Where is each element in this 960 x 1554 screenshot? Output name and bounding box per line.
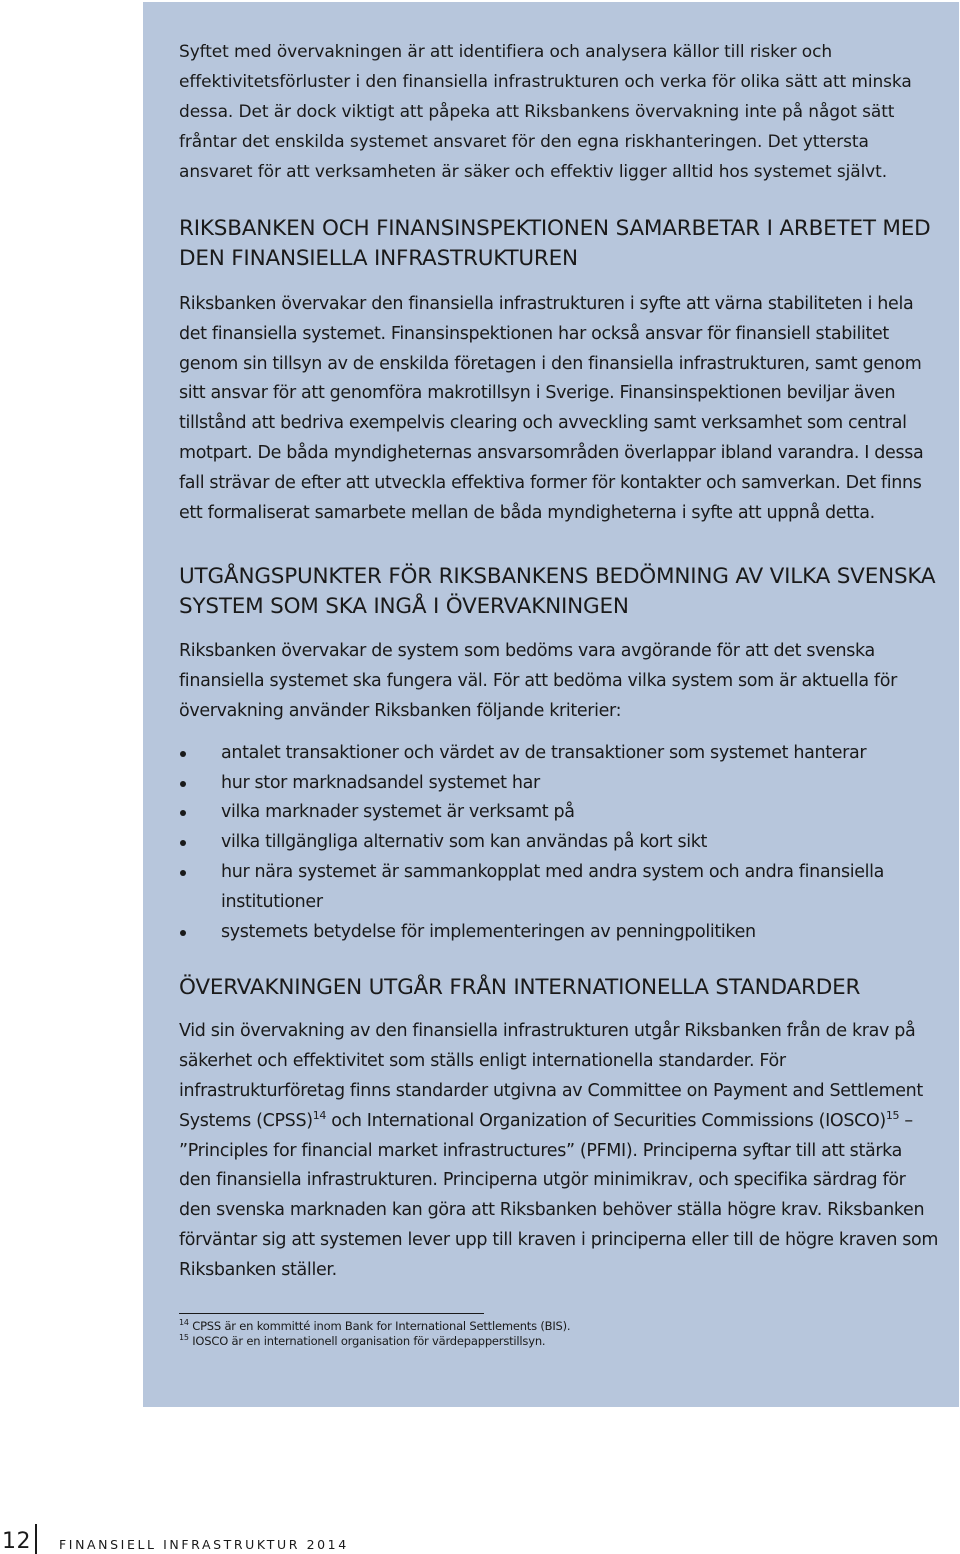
list-item-text: hur nära systemet är sammankopplat med andra system och andra finansiella institutioner (221, 861, 885, 912)
bullet-icon (180, 810, 186, 816)
standards-text-a: Vid sin övervakning av den finansiella infrastrukturen utgår Riksbanken från de krav på säkerhet och effektivitet som ställs enligt internationella standarder. För infrastrukturföretag finns standarder utgivna av Committee on Payment and Settlement Systems (CPSS) (179, 1021, 923, 1131)
section-heading-criteria: UTGÅNGSPUNKTER FÖR RIKSBANKENS BEDÖMNING AV VILKA SVENSKA SYSTEM SOM SKA INGÅ I ÖVERVAKNINGEN (179, 564, 936, 620)
content-box (143, 2, 959, 1407)
document-title: FINANSIELL INFRASTRUKTUR 2014 (59, 1537, 349, 1552)
footnote-number: 15 (179, 1332, 189, 1342)
bullet-icon (180, 751, 186, 757)
bullet-icon (180, 870, 186, 876)
list-item (179, 918, 939, 948)
footnote-number: 14 (179, 1317, 189, 1327)
standards-paragraph (179, 1017, 939, 1285)
cooperation-paragraph: Riksbanken övervakar den finansiella infrastrukturen i syfte att värna stabiliteten i hela det finansiella systemet. Finansinspektionen har också ansvar för finansiell stabilitet genom sin tillsyn av de enskilda företagen i den finansiella infrastrukturen, samt genom sitt ansvar för att genomföra makrotillsyn i Sverige. Finansinspektionen beviljar även tillstånd att bedriva exempelvis clearing och avveckling samt verksamhet som central motpart. De båda myndigheternas ansvarsområden överlappar ibland varandra. I dessa fall strävar de efter att utveckla effektiva former för kontakter och samverkan. Det finns ett formaliserat samarbete mellan de båda myndigheterna i syfte att uppnå detta. (179, 294, 924, 523)
footnote-ref-15[interactable]: 15 (885, 1108, 900, 1122)
list-item-text: vilka tillgängliga alternativ som kan användas på kort sikt (221, 832, 708, 853)
list-item-text: systemets betydelse för implementeringen av penningpolitiken (221, 921, 756, 942)
criteria-list (179, 739, 939, 948)
bullet-icon (180, 930, 186, 936)
footnote-text: CPSS är en kommitté inom Bank for International Settlements (BIS). (188, 1318, 571, 1333)
footnote (179, 1319, 939, 1334)
list-item (179, 769, 939, 799)
footer-divider (35, 1524, 37, 1554)
list-item-text: vilka marknader systemet är verksamt på (221, 802, 575, 823)
list-item-text: antalet transaktioner och värdet av de transaktioner som systemet hanterar (221, 742, 867, 763)
criteria-paragraph: Riksbanken övervakar de system som bedöms vara avgörande för att det svenska finansiella systemet ska fungera väl. För att bedöma vilka system som är aktuella för övervakning använder Riksbanken följande kriterier: (179, 641, 897, 721)
section-heading-cooperation: RIKSBANKEN OCH FINANSINSPEKTIONEN SAMARBETAR I ARBETET MED DEN FINANSIELLA INFRASTRUKTUREN (179, 216, 931, 271)
footnote-ref-14[interactable]: 14 (312, 1108, 326, 1122)
intro-paragraph: Syftet med övervakningen är att identifiera och analysera källor till risker och effektivitetsförluster i den finansiella infrastrukturen och verka för olika sätt att minska dessa. Det är dock viktigt att påpeka att Riksbankens övervakning inte på något sätt fråntar det enskilda systemet ansvaret för den egna riskhanteringen. Det yttersta ansvaret för att verksamheten är säker och effektiv ligger alltid hos systemet självt. (179, 42, 912, 182)
list-item-text: hur stor marknadsandel systemet har (221, 772, 540, 793)
bullet-icon (180, 781, 186, 787)
list-item (179, 828, 939, 858)
list-item (179, 739, 939, 769)
standards-text-c: – ”Principles for financial market infrastructures” (PFMI). Principerna syftar till att stärka den finansiella infrastrukturen. Principerna utgör minimikrav, och specifika särdrag för den svenska marknaden kan göra att Riksbanken behöver ställa högre krav. Riksbanken förväntar sig att systemen lever upp till kraven i principerna eller till de högre kraven som Riksbanken ställer. (179, 1110, 939, 1280)
bullet-icon (180, 840, 186, 846)
list-item (179, 798, 939, 828)
footnote (179, 1334, 939, 1349)
page-footer (0, 1529, 960, 1554)
standards-text-b: och International Organization of Securities Commissions (IOSCO) (326, 1110, 886, 1131)
page-number: 12 (2, 1529, 31, 1554)
footnote-text: IOSCO är en internationell organisation för värdepapperstillsyn. (188, 1333, 546, 1348)
footnote-divider (179, 1313, 484, 1314)
section-heading-standards: ÖVERVAKNINGEN UTGÅR FRÅN INTERNATIONELLA STANDARDER (179, 975, 861, 1001)
list-item (179, 858, 939, 918)
